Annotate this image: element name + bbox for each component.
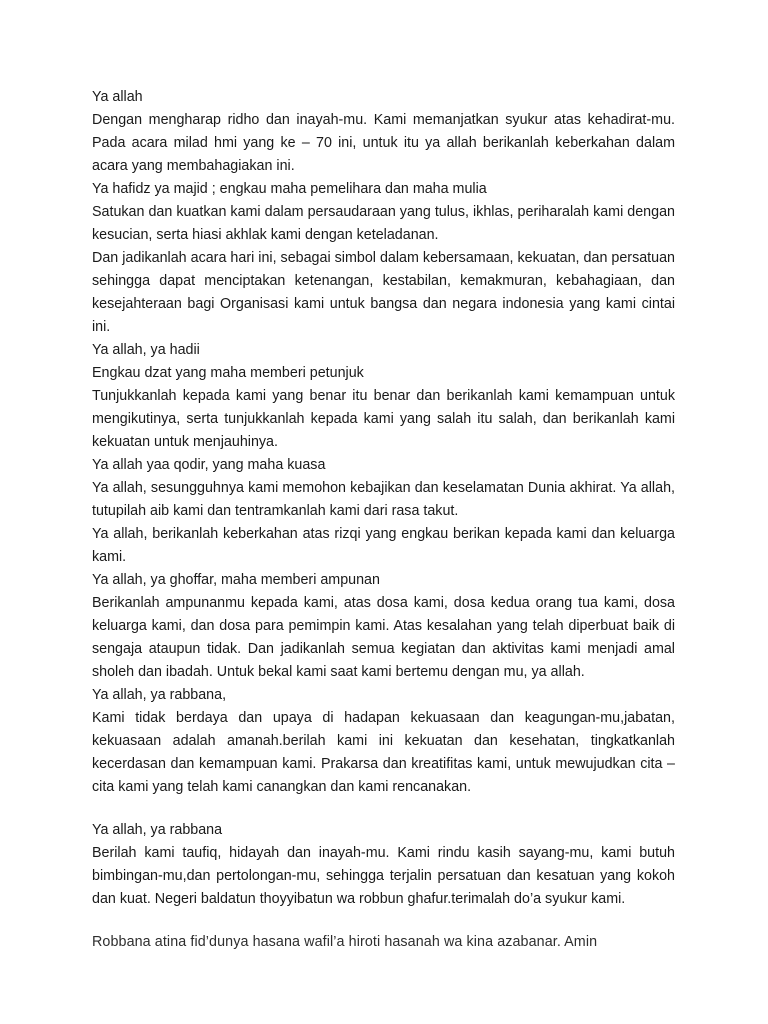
document-page (92, 86, 675, 954)
paragraph: Kami tidak berdaya dan upaya di hadapan kekuasaan dan keagungan-mu,jabatan, kekuasaan adalah amanah.berilah kami ini kekuatan dan kesehatan, tingkatkanlah kecerdasan dan kemampuan kami. Prakarsa dan kreatifitas kami, untuk mewujudkan cita – cita kami yang telah kami canangkan dan kami rencanakan. (92, 710, 675, 795)
paragraph: Berikanlah ampunanmu kepada kami, atas dosa kami, dosa kedua orang tua kami, dosa keluarga kami, dan dosa para pemimpin kami. Atas kesalahan yang telah diperbuat baik di sengaja ataupun tidak. Dan jadikanlah semua kegiatan dan aktivitas kami menjadi amal sholeh dan ibadah. Untuk bekal kami saat kami bertemu dengan mu, ya allah. (92, 595, 675, 680)
invocation-heading: Ya allah, ya rabbana (92, 822, 223, 838)
invocation-heading: Ya allah yaa qodir, yang maha kuasa (92, 457, 326, 473)
paragraph-spacer (92, 911, 675, 931)
paragraph: Ya allah, berikanlah keberkahan atas rizqi yang engkau berikan kepada kami dan keluarga kami. (92, 526, 675, 565)
closing-prayer: Robbana atina fid’dunya hasana wafil’a hiroti hasanah wa kina azabanar. Amin (92, 934, 598, 950)
paragraph-spacer (92, 799, 675, 819)
paragraph: Dan jadikanlah acara hari ini, sebagai simbol dalam kebersamaan, kekuatan, dan persatuan sehingga dapat menciptakan ketenangan, kestabilan, kemakmuran, kebahagiaan, dan kesejahteraan bagi Organisasi kami untuk bangsa dan negara indonesia yang kami cintai ini. (92, 250, 675, 335)
paragraph: Satukan dan kuatkan kami dalam persaudaraan yang tulus, ikhlas, periharalah kami dengan kesucian, serta hiasi akhlak kami dengan keteladanan. (92, 204, 675, 243)
invocation-heading: Ya allah, ya rabbana, (92, 687, 227, 703)
invocation-heading: Ya allah (92, 89, 143, 105)
invocation-subheading: Engkau dzat yang maha memberi petunjuk (92, 365, 364, 381)
paragraph: Ya allah, sesungguhnya kami memohon kebajikan dan keselamatan Dunia akhirat. Ya allah, tutupilah aib kami dan tentramkanlah kami dari rasa takut. (92, 480, 675, 519)
invocation-heading: Ya allah, ya hadii (92, 342, 200, 358)
paragraph: Tunjukkanlah kepada kami yang benar itu benar dan berikanlah kami kemampuan untuk mengikutinya, serta tunjukkanlah kepada kami yang salah itu salah, dan berikanlah kami kekuatan untuk menjauhinya. (92, 388, 675, 450)
paragraph: Dengan mengharap ridho dan inayah-mu. Kami memanjatkan syukur atas kehadirat-mu. Pada acara milad hmi yang ke – 70 ini, untuk itu ya allah berikanlah keberkahan dalam acara yang membahagiakan ini. (92, 112, 675, 174)
invocation-heading: Ya allah, ya ghoffar, maha memberi ampunan (92, 572, 380, 588)
paragraph: Berilah kami taufiq, hidayah dan inayah-mu. Kami rindu kasih sayang-mu, kami butuh bimbingan-mu,dan pertolongan-mu, sehingga terjalin persatuan dan kesatuan yang kokoh dan kuat. Negeri baldatun thoyyibatun wa robbun ghafur.terimalah do’a syukur kami. (92, 845, 675, 907)
invocation-heading: Ya hafidz ya majid ; engkau maha pemelihara dan maha mulia (92, 181, 487, 197)
